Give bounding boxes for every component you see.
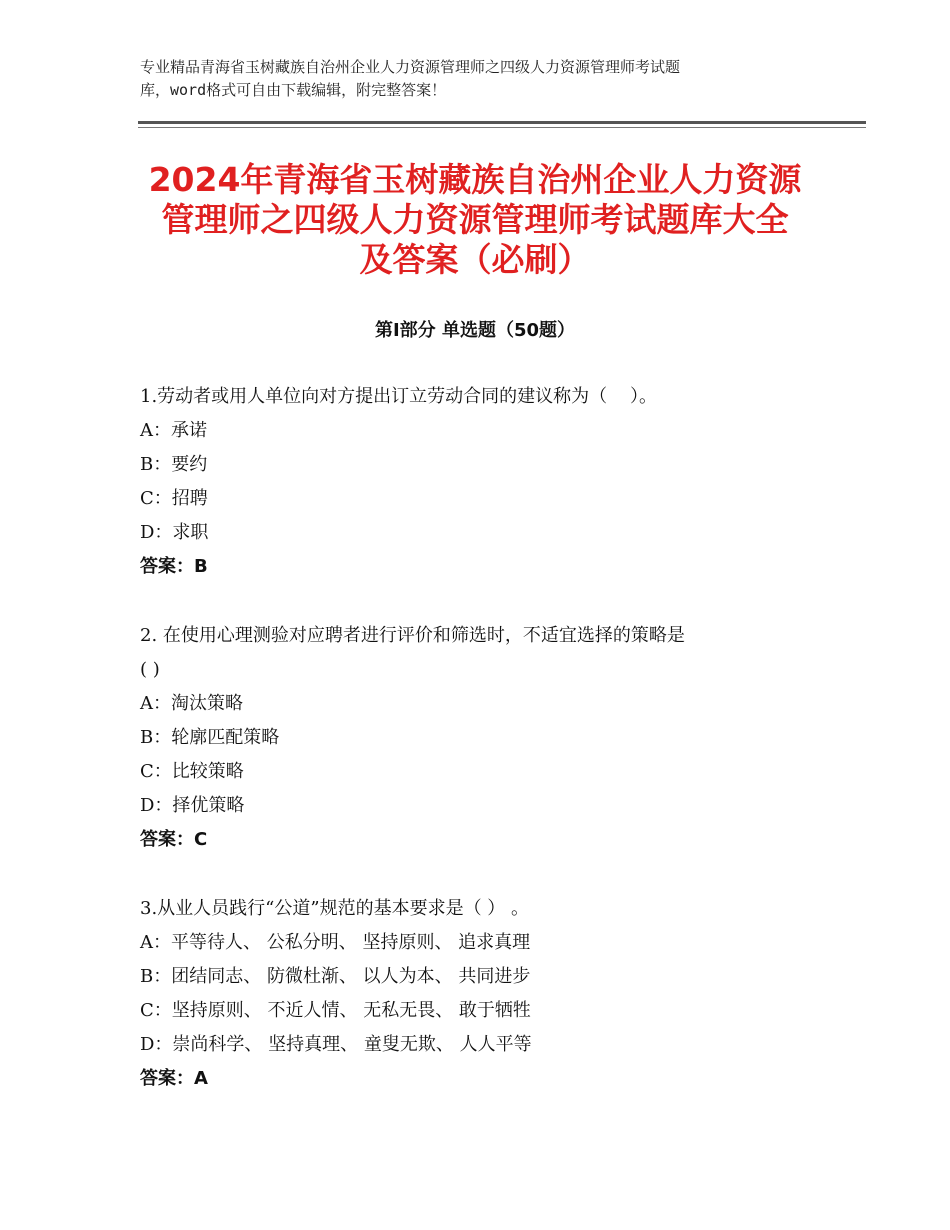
header-note-line: 专业精品青海省玉树藏族自治州企业人力资源管理师之四级人力资源管理师考试题 xyxy=(140,58,681,76)
title-line: 管理师之四级人力资源管理师考试题库大全 xyxy=(161,200,789,239)
question-stem: 3.从业人员践行“公道”规范的基本要求是（ ） 。 xyxy=(140,898,530,919)
question-option: C：招聘 xyxy=(140,488,208,509)
question-option: A：淘汰策略 xyxy=(140,693,243,714)
header-note xyxy=(140,56,820,102)
question-answer: 答案：A xyxy=(140,1068,208,1089)
question-option: D：择优策略 xyxy=(140,795,245,816)
question-stem: 2. 在使用心理测验对应聘者进行评价和筛选时，不适宜选择的策略是 xyxy=(140,625,685,646)
question-option: B：团结同志、 防微杜渐、 以人为本、 共同进步 xyxy=(140,966,531,987)
header-divider xyxy=(138,121,866,124)
document-title xyxy=(120,160,830,280)
question-answer: 答案：C xyxy=(140,829,208,850)
header-note-line: 库，word格式可自由下载编辑，附完整答案！ xyxy=(140,81,447,99)
title-line: 及答案（必刷） xyxy=(359,240,591,279)
question-option: D：崇尚科学、 坚持真理、 童叟无欺、 人人平等 xyxy=(140,1034,532,1055)
section-title: 第Ⅰ部分 单选题（50题） xyxy=(374,320,575,341)
question-option: B：要约 xyxy=(140,454,208,475)
question-option: C：坚持原则、 不近人情、 无私无畏、 敢于牺牲 xyxy=(140,1000,531,1021)
question-option: A：承诺 xyxy=(140,420,207,441)
question-answer: 答案：B xyxy=(140,556,208,577)
question-stem: 1.劳动者或用人单位向对方提出订立劳动合同的建议称为（ ）。 xyxy=(140,386,658,407)
question-option: C：比较策略 xyxy=(140,761,244,782)
question-option: B：轮廓匹配策略 xyxy=(140,727,280,748)
header-divider-thin xyxy=(138,127,866,128)
question-option: D：求职 xyxy=(140,522,209,543)
title-line: 2024年青海省玉树藏族自治州企业人力资源 xyxy=(148,160,802,199)
question-option: A：平等待人、 公私分明、 坚持原则、 追求真理 xyxy=(140,932,531,953)
question-stem-continued: ( ) xyxy=(140,659,160,680)
